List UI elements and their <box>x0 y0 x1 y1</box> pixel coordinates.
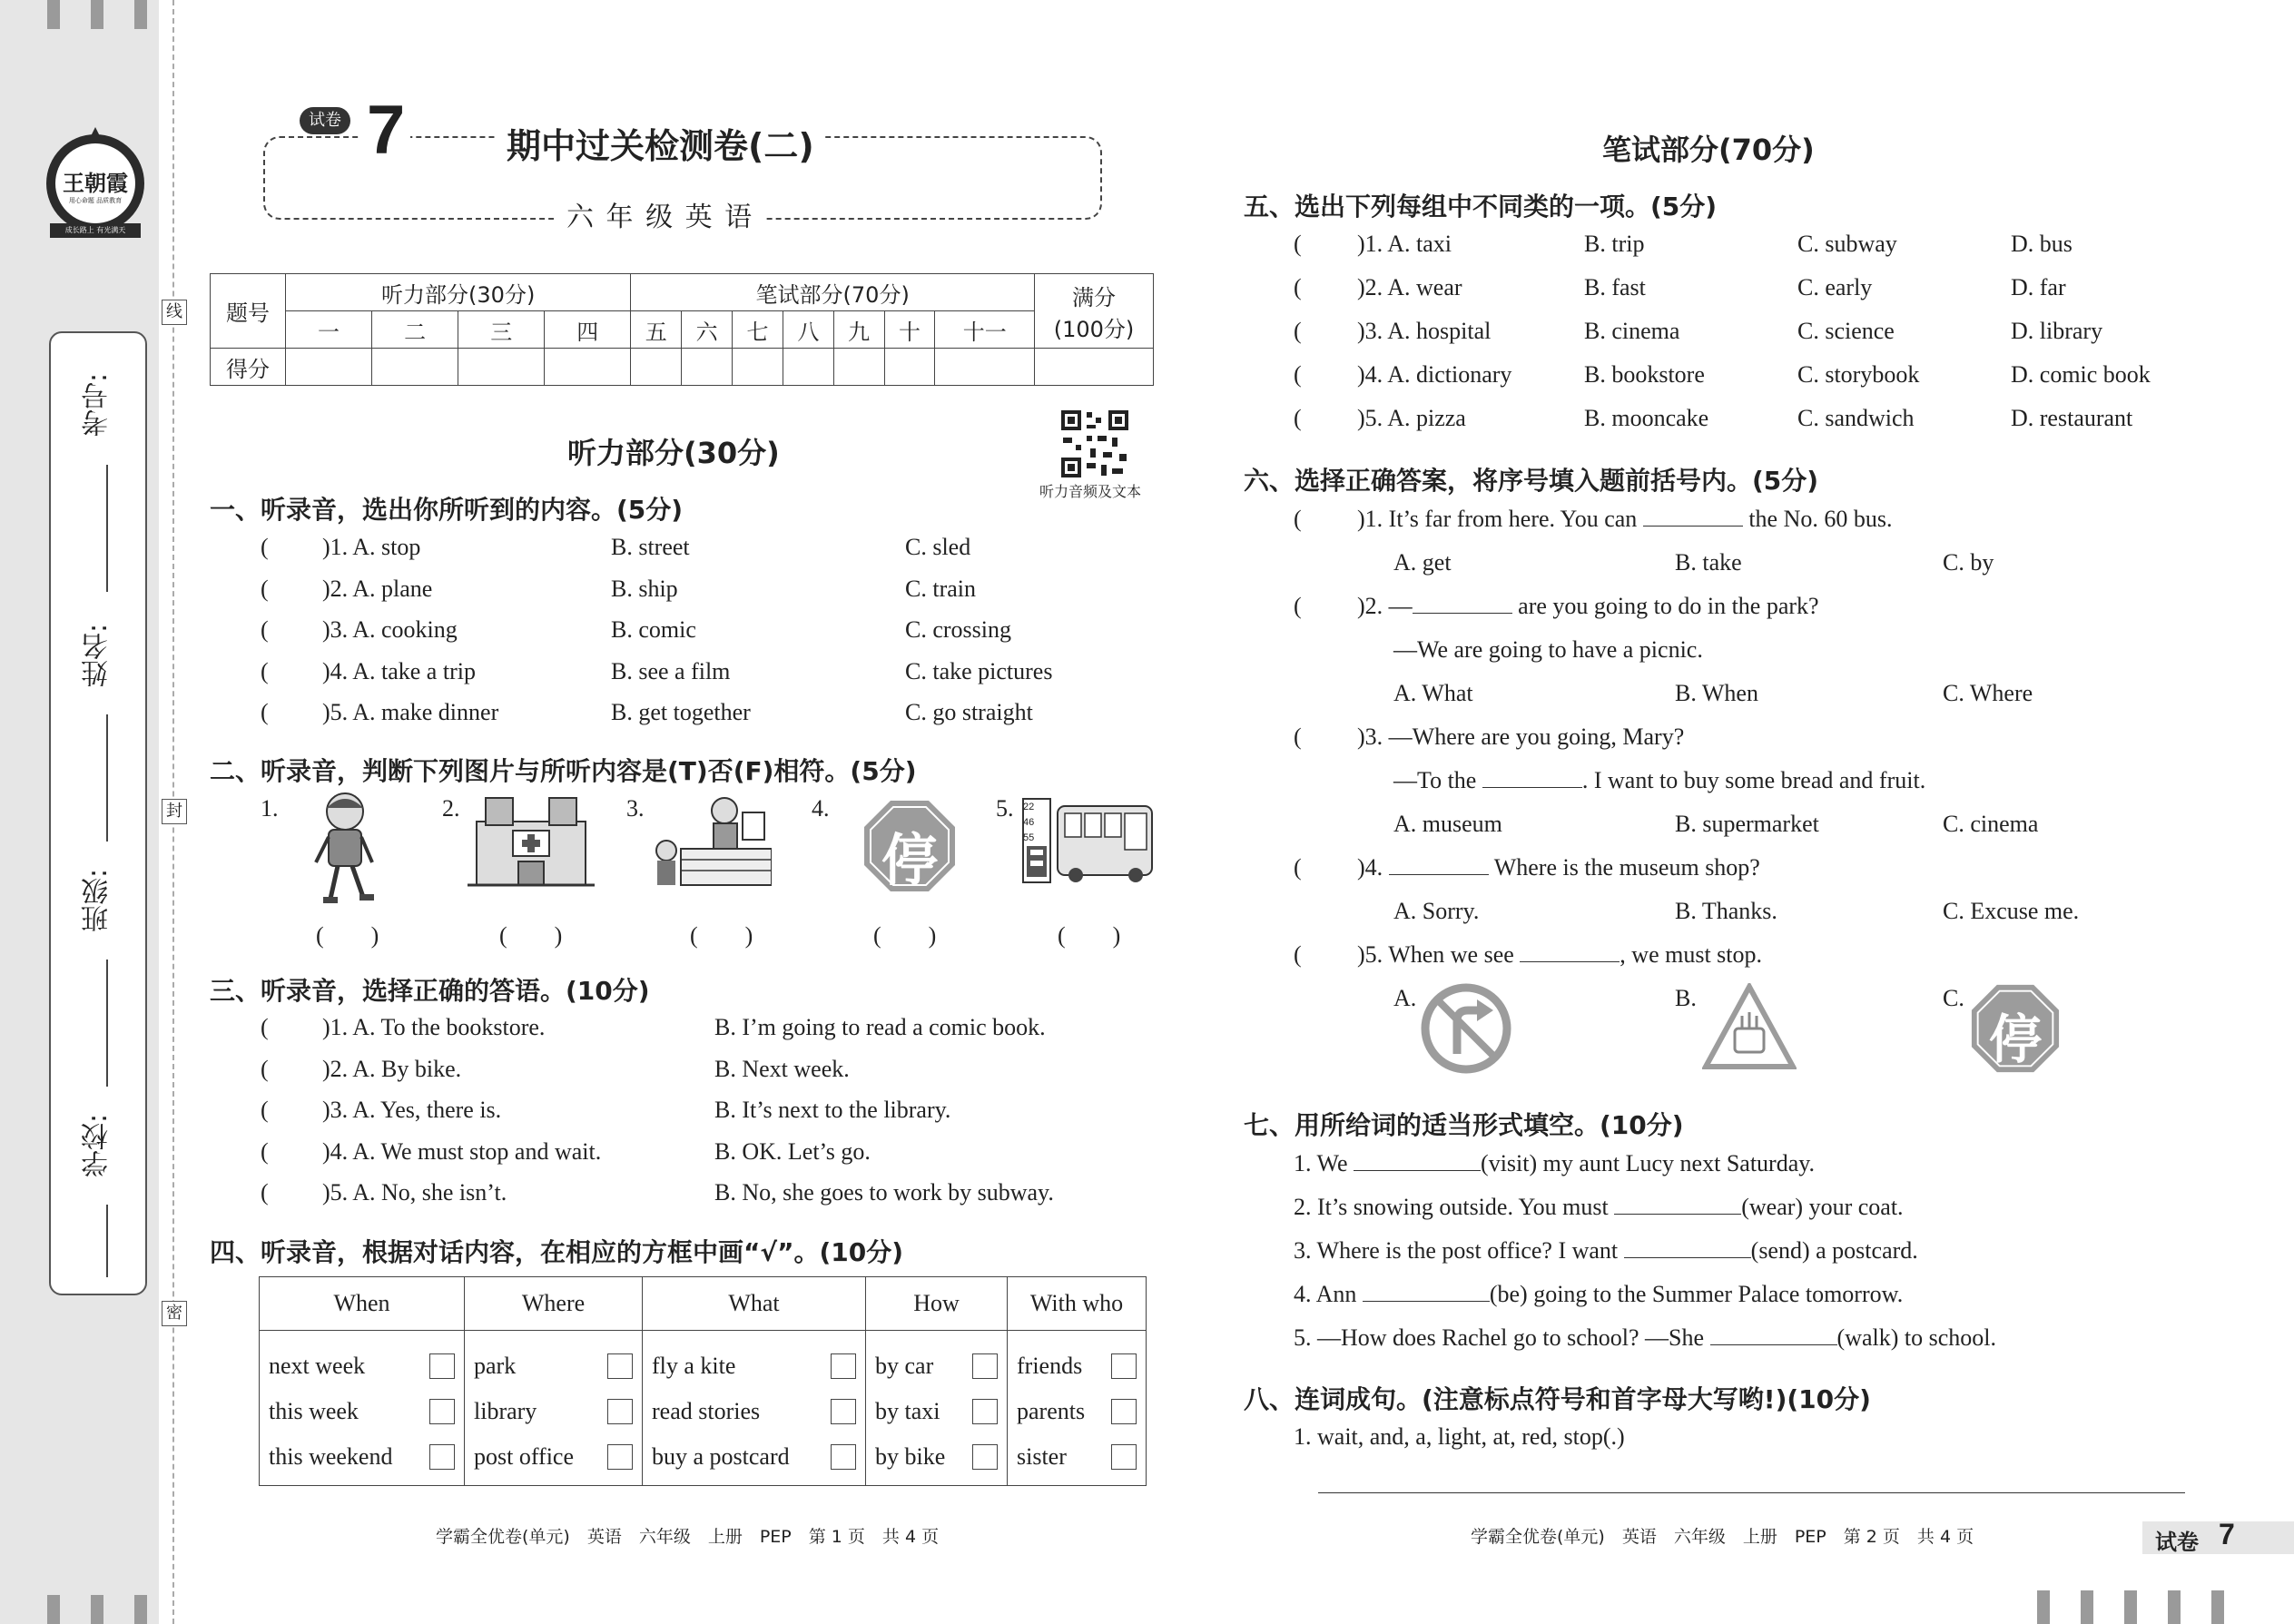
option-label: library <box>474 1398 537 1424</box>
plan-grid <box>259 1276 1147 1486</box>
grid-column <box>1008 1331 1147 1486</box>
boy-walking-image <box>309 792 381 910</box>
item-text: 3. Where is the post office? I want <box>1294 1237 1619 1264</box>
option-a: )4. A. dictionary <box>1357 361 1512 388</box>
checkbox[interactable] <box>607 1444 633 1470</box>
checkbox[interactable] <box>1111 1353 1137 1379</box>
grid-option <box>1008 1343 1146 1389</box>
section-5-title: 五、选出下列每组中不同类的一项。(5分) <box>1244 192 1718 221</box>
score-cell[interactable] <box>458 349 545 386</box>
col-header: 二 <box>372 311 458 349</box>
grid-option <box>465 1389 642 1434</box>
answer-blank[interactable] <box>1710 1344 1837 1345</box>
answer-paren[interactable]: ( <box>261 1097 269 1123</box>
answer-paren[interactable]: ( <box>1294 405 1302 431</box>
exam-no-label: 考号: <box>82 372 113 438</box>
school-label: 学校: <box>82 1113 113 1178</box>
item-text: 2. It’s snowing outside. You must <box>1294 1194 1609 1220</box>
answer-paren[interactable]: ( <box>261 1179 269 1206</box>
qno-header: 题号 <box>211 274 286 349</box>
bar-mark <box>134 1595 147 1624</box>
option-d: D. library <box>2011 318 2103 344</box>
pic-number: 1. <box>261 795 279 822</box>
grid-option <box>465 1434 642 1480</box>
grid-column <box>260 1331 465 1486</box>
option-b: B. OK. Let’s go. <box>714 1137 871 1165</box>
option: A. <box>1393 985 1417 1011</box>
checkbox[interactable] <box>607 1353 633 1379</box>
pic-number: 5. <box>996 795 1014 822</box>
question-text: )2. — are you going to do in the park? <box>1357 593 1819 619</box>
grid-header-what: What <box>643 1277 866 1331</box>
option-label: by taxi <box>875 1398 940 1424</box>
option-b: B. It’s next to the library. <box>714 1097 951 1123</box>
option-a: )3. A. hospital <box>1357 318 1492 344</box>
fill-in-item <box>1294 1281 1903 1308</box>
checkbox[interactable] <box>972 1353 998 1379</box>
col-header: 九 <box>833 311 884 349</box>
grid-option <box>260 1389 464 1434</box>
score-cell[interactable] <box>935 349 1035 386</box>
section-8-title: 八、连词成句。(注意标点符号和首字母大写哟!)(10分) <box>1244 1384 1871 1414</box>
option-label: by car <box>875 1353 934 1379</box>
answer-blank[interactable] <box>1363 1301 1490 1302</box>
answer-paren[interactable]: ( <box>1294 854 1302 881</box>
option-label: friends <box>1017 1353 1083 1379</box>
brand-name: 王朝霞 <box>63 171 128 196</box>
fill-in-item <box>1294 1324 1996 1352</box>
section-3-title: 三、听录音，选择正确的答语。(10分) <box>210 976 650 1006</box>
section-7-title: 七、用所给词的适当形式填空。(10分) <box>1244 1110 1684 1140</box>
answer-line[interactable] <box>1318 1492 2185 1493</box>
answer-blank[interactable] <box>1482 787 1582 788</box>
answer-paren[interactable]: ( ) <box>690 922 753 949</box>
option-b: B. street <box>611 534 690 560</box>
option-a: )1. A. To the bookstore. <box>322 1014 546 1040</box>
grid-header-when: When <box>260 1277 465 1331</box>
grid-column <box>866 1331 1008 1486</box>
col-header: 一 <box>286 311 372 349</box>
checkbox[interactable] <box>429 1444 455 1470</box>
listening-header: 听力部分(30分) <box>286 274 631 311</box>
given-word: (send) <box>1750 1237 1810 1264</box>
page-title: 期中过关检测卷(二) <box>497 118 823 168</box>
answer-paren[interactable]: ( <box>261 575 269 602</box>
option-a: )5. A. pizza <box>1357 405 1466 431</box>
option: C. cinema <box>1943 811 2039 837</box>
given-word: (be) <box>1489 1281 1528 1307</box>
option: B. <box>1675 985 1697 1011</box>
given-word: (walk) <box>1836 1324 1899 1351</box>
col-header: 十 <box>884 311 935 349</box>
answer-blank[interactable] <box>1389 874 1489 875</box>
answer-paren[interactable]: ( <box>1294 506 1302 532</box>
item-text: going to the Summer Palace tomorrow. <box>1533 1281 1904 1307</box>
option-label: parents <box>1017 1398 1086 1424</box>
option-b: B. see a film <box>611 657 731 684</box>
option-b: B. bookstore <box>1584 361 1705 388</box>
fill-in-item <box>1294 1194 1904 1221</box>
option-a: )2. A. plane <box>322 575 433 602</box>
item-text: to school. <box>1904 1324 1997 1351</box>
brand-logo <box>41 127 150 245</box>
grid-option <box>1008 1389 1146 1434</box>
option-d: D. restaurant <box>2011 405 2133 431</box>
option-label: sister <box>1017 1443 1067 1470</box>
section-6-title: 六、选择正确答案，将序号填入题前括号内。(5分) <box>1244 466 1819 496</box>
grid-column <box>465 1331 643 1486</box>
seal-char: 封 <box>162 799 187 824</box>
answer-paren[interactable]: ( ) <box>316 922 379 949</box>
option: A. museum <box>1393 811 1502 837</box>
page-footer: 学霸全优卷(单元) 英语 六年级 上册 PEP 第 2 页 共 4 页 <box>1471 1527 1974 1547</box>
bar-mark <box>2124 1590 2137 1624</box>
answer-paren[interactable]: ( <box>261 1055 269 1082</box>
option-c: C. subway <box>1797 231 1897 257</box>
answer-blank[interactable] <box>1354 1170 1481 1171</box>
grid-option <box>866 1389 1007 1434</box>
listening-title: 听力部分(30分) <box>567 436 780 470</box>
option-label: by bike <box>875 1443 946 1470</box>
name-line[interactable] <box>106 714 108 842</box>
option-b: B. get together <box>611 699 751 725</box>
option-b: B. I’m going to read a comic book. <box>714 1014 1046 1040</box>
shop-image <box>654 794 772 890</box>
option-label: this week <box>269 1398 359 1424</box>
question-text: —To the . I want to buy some bread and fruit. <box>1393 767 1926 793</box>
option-b: B. ship <box>611 575 678 602</box>
question-text: 1. wait, and, a, light, at, red, stop(.) <box>1294 1423 1625 1450</box>
qr-code[interactable] <box>1059 408 1130 479</box>
item-text: 4. Ann <box>1294 1281 1357 1307</box>
option: A. get <box>1393 549 1452 576</box>
grid-option <box>866 1343 1007 1389</box>
score-cell[interactable] <box>884 349 935 386</box>
stop-sign-text: 停 <box>881 827 938 893</box>
checkbox[interactable] <box>1111 1399 1137 1424</box>
score-cell[interactable] <box>1035 349 1154 386</box>
bar-mark <box>2168 1590 2181 1624</box>
option-b: B. No, she goes to work by subway. <box>714 1179 1054 1206</box>
writing-header: 笔试部分(70分) <box>631 274 1035 311</box>
seal-char: 密 <box>162 1301 187 1326</box>
writing-title: 笔试部分(70分) <box>1602 133 1815 167</box>
option-b: B. fast <box>1584 274 1646 300</box>
brand-slogan: 成长路上 有光满天 <box>64 226 126 234</box>
corner-number: 7 <box>2219 1518 2235 1550</box>
pic-number: 4. <box>812 795 830 822</box>
option-b: B. mooncake <box>1584 405 1709 431</box>
question-text: )5. When we see , we must stop. <box>1357 941 1763 968</box>
option-c: C. early <box>1797 274 1873 300</box>
option: B. take <box>1675 549 1742 576</box>
answer-paren[interactable]: ( <box>1294 274 1302 300</box>
answer-paren[interactable]: ( <box>261 657 269 684</box>
answer-paren[interactable]: ( <box>1294 361 1302 388</box>
class-line[interactable] <box>106 960 108 1087</box>
question-text: )1. It’s far from here. You can the No. 60 bus. <box>1357 506 1893 532</box>
bar-mark <box>47 0 60 29</box>
student-info-box <box>49 331 147 1295</box>
option-label: park <box>474 1353 517 1379</box>
option: C. Where <box>1943 680 2033 706</box>
grid-option <box>866 1434 1007 1480</box>
item-text: your coat. <box>1808 1194 1904 1220</box>
score-table <box>210 273 1154 386</box>
grid-option <box>643 1389 865 1434</box>
option: B. When <box>1675 680 1758 706</box>
item-text: 1. We <box>1294 1150 1348 1176</box>
given-word: (visit) <box>1481 1150 1538 1176</box>
answer-paren[interactable]: ( <box>1294 318 1302 344</box>
option: A. What <box>1393 680 1473 706</box>
option-c: C. sled <box>905 534 971 560</box>
no-right-turn-icon <box>1421 983 1511 1074</box>
grid-option <box>643 1343 865 1389</box>
option-label: post office <box>474 1443 574 1470</box>
answer-paren[interactable]: ( <box>1294 593 1302 619</box>
brand-slogan: 用心命题 品质教育 <box>68 197 123 204</box>
col-header: 七 <box>733 311 783 349</box>
option: A. Sorry. <box>1393 898 1480 924</box>
option-a: )1. A. stop <box>322 534 421 560</box>
option-label: next week <box>269 1353 366 1379</box>
section-4-title: 四、听录音，根据对话内容，在相应的方框中画“√”。(10分) <box>210 1237 904 1267</box>
option: B. supermarket <box>1675 811 1819 837</box>
score-cell[interactable] <box>631 349 682 386</box>
checkbox[interactable] <box>831 1353 856 1379</box>
pic-number: 3. <box>626 795 645 822</box>
given-word: (wear) <box>1741 1194 1804 1220</box>
question-text: )4. Where is the museum shop? <box>1357 854 1760 881</box>
score-cell[interactable] <box>545 349 631 386</box>
subtitle: 六 年 级 英 语 <box>554 194 766 234</box>
grid-header-with-who: With who <box>1008 1277 1147 1331</box>
option-a: )2. A. wear <box>1357 274 1462 300</box>
section-2-title: 二、听录音，判断下列图片与所听内容是(T)否(F)相符。(5分) <box>210 756 917 786</box>
answer-blank[interactable] <box>1413 613 1512 614</box>
exam-no-line[interactable] <box>106 465 108 592</box>
answer-paren[interactable]: ( <box>261 1137 269 1165</box>
section-1-title: 一、听录音，选出你所听到的内容。(5分) <box>210 495 684 525</box>
option-label: this weekend <box>269 1443 393 1470</box>
option-a: )3. A. Yes, there is. <box>322 1097 502 1123</box>
answer-paren[interactable]: ( <box>1294 723 1302 750</box>
grid-header-how: How <box>866 1277 1008 1331</box>
col-header: 十一 <box>935 311 1035 349</box>
option-c: C. storybook <box>1797 361 1920 388</box>
option-a: )4. A. We must stop and wait. <box>322 1137 602 1165</box>
option-label: fly a kite <box>652 1353 736 1379</box>
option-c: C. train <box>905 575 976 602</box>
checkbox[interactable] <box>429 1399 455 1424</box>
checkbox[interactable] <box>607 1399 633 1424</box>
answer-paren[interactable]: ( <box>261 1014 269 1040</box>
col-header: 六 <box>682 311 733 349</box>
option-c: C. crossing <box>905 616 1011 643</box>
col-header: 八 <box>783 311 833 349</box>
item-text: a postcard. <box>1816 1237 1918 1264</box>
test-number: 7 <box>361 91 410 170</box>
answer-paren[interactable]: ( <box>261 616 269 643</box>
fill-in-item <box>1294 1237 1918 1265</box>
option: C. by <box>1943 549 1994 576</box>
option-d: D. comic book <box>2011 361 2151 388</box>
option-a: )5. A. No, she isn’t. <box>322 1179 507 1206</box>
answer-paren[interactable]: ( <box>1294 231 1302 257</box>
col-header: 四 <box>545 311 631 349</box>
bar-mark <box>2037 1590 2050 1624</box>
full-score-header: 满分 (100分) <box>1035 274 1154 349</box>
answer-blank[interactable] <box>1624 1257 1751 1258</box>
score-cell[interactable] <box>682 349 733 386</box>
checkbox[interactable] <box>429 1353 455 1379</box>
warning-hand-icon <box>1702 983 1797 1070</box>
checkbox[interactable] <box>972 1399 998 1424</box>
option-label: read stories <box>652 1398 761 1424</box>
option-c: C. sandwich <box>1797 405 1915 431</box>
option-b: B. Next week. <box>714 1055 850 1082</box>
checkbox[interactable] <box>831 1399 856 1424</box>
col-header: 五 <box>631 311 682 349</box>
bar-mark <box>2211 1590 2224 1624</box>
checkbox[interactable] <box>1111 1444 1137 1470</box>
bus-route-signs: 22 46 55 <box>1023 802 1035 843</box>
pic-number: 2. <box>442 795 460 822</box>
option-a: )2. A. By bike. <box>322 1055 462 1082</box>
option-a: )1. A. taxi <box>1357 231 1452 257</box>
grid-option <box>643 1434 865 1480</box>
hospital-image <box>468 794 595 890</box>
option-a: )4. A. take a trip <box>322 657 476 684</box>
test-label: 试卷 <box>300 107 350 134</box>
score-cell[interactable] <box>783 349 833 386</box>
option-b: B. comic <box>611 616 696 643</box>
grid-column <box>643 1331 866 1486</box>
score-label: 得分 <box>211 349 286 386</box>
answer-paren[interactable]: ( <box>1294 941 1302 968</box>
option: C. <box>1943 985 1964 1011</box>
score-cell[interactable] <box>286 349 372 386</box>
grid-header-where: Where <box>465 1277 643 1331</box>
answer-blank[interactable] <box>1643 526 1743 527</box>
answer-blank[interactable] <box>1520 961 1620 962</box>
answer-paren[interactable]: ( ) <box>1058 922 1121 949</box>
col-header: 三 <box>458 311 545 349</box>
option-label: buy a postcard <box>652 1443 790 1470</box>
option-c: C. science <box>1797 318 1895 344</box>
question-text: )3. —Where are you going, Mary? <box>1357 723 1685 750</box>
score-cell[interactable] <box>833 349 884 386</box>
answer-paren[interactable]: ( ) <box>499 922 563 949</box>
bus-stop-image <box>1019 795 1156 886</box>
option-c: C. take pictures <box>905 657 1053 684</box>
bar-mark <box>2081 1590 2093 1624</box>
item-text: 5. —How does Rachel go to school? —She <box>1294 1324 1705 1351</box>
fill-in-item <box>1294 1150 1815 1177</box>
answer-paren[interactable]: ( <box>261 699 269 725</box>
bar-mark <box>91 0 103 29</box>
score-cell[interactable] <box>733 349 783 386</box>
option-b: B. trip <box>1584 231 1645 257</box>
class-label: 班级: <box>82 868 113 933</box>
option-d: D. bus <box>2011 231 2072 257</box>
score-cell[interactable] <box>372 349 458 386</box>
item-text: my aunt Lucy next Saturday. <box>1542 1150 1816 1176</box>
answer-paren[interactable]: ( <box>261 534 269 560</box>
grid-option <box>260 1343 464 1389</box>
question-text: —We are going to have a picnic. <box>1393 636 1703 663</box>
option: C. Excuse me. <box>1943 898 2080 924</box>
grid-option <box>465 1343 642 1389</box>
bar-mark <box>134 0 147 29</box>
seal-char: 线 <box>162 300 187 325</box>
checkbox[interactable] <box>831 1444 856 1470</box>
answer-blank[interactable] <box>1614 1214 1741 1215</box>
page-footer: 学霸全优卷(单元) 英语 六年级 上册 PEP 第 1 页 共 4 页 <box>436 1527 940 1547</box>
bar-mark <box>47 1595 60 1624</box>
school-line[interactable] <box>106 1205 108 1277</box>
stop-sign-text: 停 <box>1988 1009 2042 1070</box>
option-b: B. cinema <box>1584 318 1680 344</box>
option-d: D. far <box>2011 274 2066 300</box>
grid-option <box>260 1434 464 1480</box>
checkbox[interactable] <box>972 1444 998 1470</box>
option-a: )5. A. make dinner <box>322 699 499 725</box>
bar-mark <box>91 1595 103 1624</box>
answer-paren[interactable]: ( ) <box>873 922 937 949</box>
option-a: )3. A. cooking <box>322 616 458 643</box>
option-c: C. go straight <box>905 699 1033 725</box>
grid-option <box>1008 1434 1146 1480</box>
name-label: 姓名: <box>82 623 113 688</box>
qr-caption: 听力音频及文本 <box>1039 483 1142 500</box>
corner-label: 试卷 <box>2155 1530 2199 1555</box>
option: B. Thanks. <box>1675 898 1777 924</box>
